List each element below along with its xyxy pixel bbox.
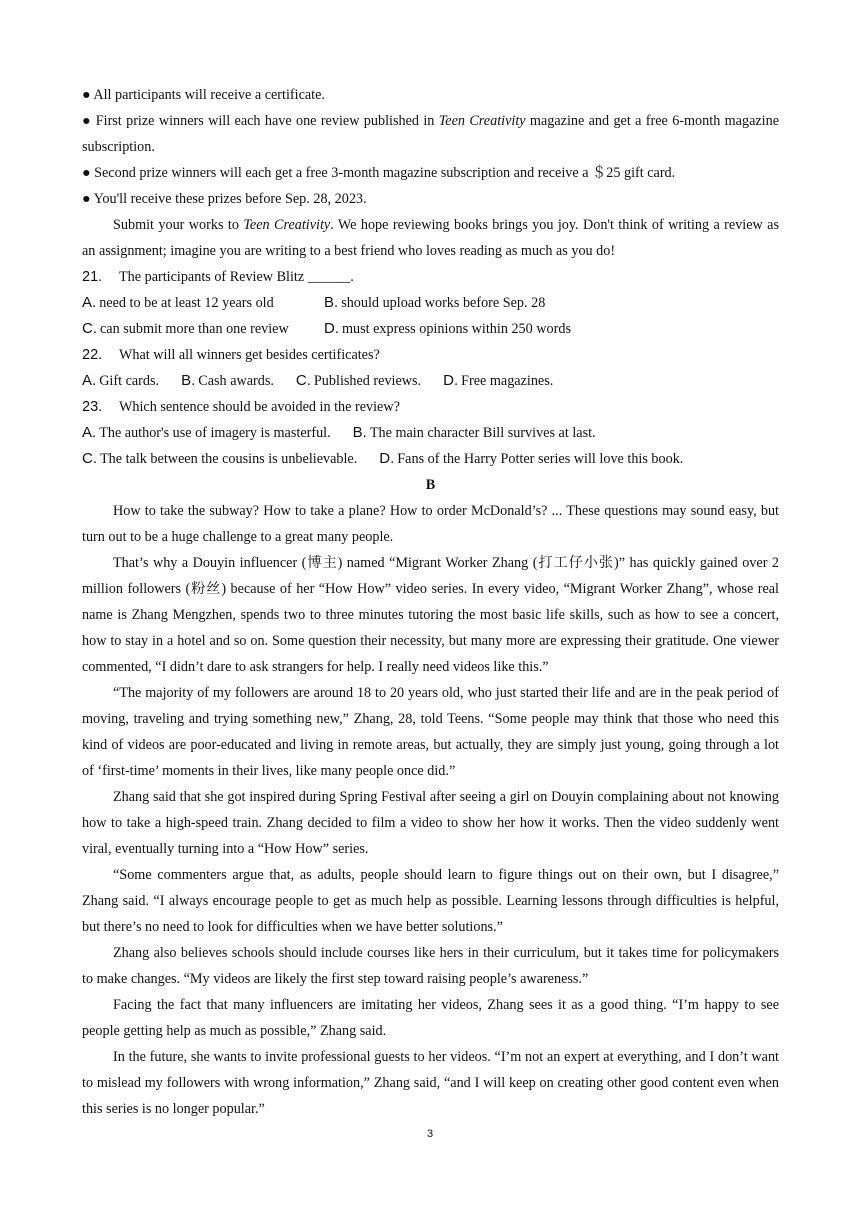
section-heading: B xyxy=(425,477,436,493)
option-b[interactable]: B. Cash awards. xyxy=(181,372,274,389)
document-page xyxy=(82,82,779,1122)
magazine-name: Teen Creativity xyxy=(438,113,526,129)
passage-paragraph: “Some commenters argue that, as adults, people should learn to figure things out on their own, but I disagree,” Zhang said. “I always encourage people to get as much help as possible. Learning lessons through difficulties is helpful, but there’s no need to look for difficulties when we have better solutions.” xyxy=(82,867,779,935)
passage-paragraph: Facing the fact that many influencers are imitating her videos, Zhang sees it as a good thing. “I’m happy to see people getting help as much as possible,” Zhang said. xyxy=(82,997,779,1039)
question-number: 22. xyxy=(82,347,103,363)
options-row xyxy=(82,420,779,446)
option-d[interactable]: D. Fans of the Harry Potter series will love this book. xyxy=(379,450,684,467)
option-b[interactable]: B. should upload works before Sep. 28 xyxy=(324,294,546,311)
question-number: 21. xyxy=(82,269,103,285)
options-row xyxy=(82,316,779,342)
option-c[interactable]: C. Published reviews. xyxy=(295,372,422,389)
question-number: 23. xyxy=(82,399,103,415)
magazine-name: Teen Creativity xyxy=(243,217,331,233)
option-d[interactable]: D. Free magazines. xyxy=(443,372,554,389)
question-stem: Which sentence should be avoided in the review? xyxy=(119,399,400,415)
bullet-first-prize: ● First prize winners will each have one review published in Teen Creativity magazine and get a free 6-month magazine subscription. xyxy=(82,113,779,155)
option-a[interactable]: A. The author's use of imagery is masterful. xyxy=(82,424,331,441)
passage-paragraph: Zhang said that she got inspired during Spring Festival after seeing a girl on Douyin complaining about not knowing how to take a high-speed train. Zhang decided to film a video to show her how it works. Then the video suddenly went viral, eventually turning into a “How How” series. xyxy=(82,789,779,857)
options-row xyxy=(82,368,779,394)
passage-paragraph: In the future, she wants to invite professional guests to her videos. “I’m not an expert at everything, and I don’t want to mislead my followers with wrong information,” Zhang said, “and I will keep on creating other good content even when this series is no longer popular.” xyxy=(82,1049,779,1117)
option-c[interactable]: C. The talk between the cousins is unbelievable. xyxy=(82,450,358,467)
question-22 xyxy=(82,342,779,368)
options-row xyxy=(82,446,779,472)
option-d[interactable]: D. must express opinions within 250 words xyxy=(324,320,571,337)
option-a[interactable]: A. need to be at least 12 years old xyxy=(82,294,274,311)
passage-paragraph: “The majority of my followers are around 18 to 20 years old, who just started their life and are in the peak period of moving, traveling and trying something new,” Zhang, 28, told Teens. “Some people may think that those who need this kind of videos are poor-educated and living in remote areas, but actually, they are simply just young, going through a lot of ‘first-time’ moments in their lives, like many people once did.” xyxy=(82,685,779,779)
passage-paragraph: That’s why a Douyin influencer (博主) named “Migrant Worker Zhang (打工仔小张)” has quickly gained over 2 million followers (粉丝) because of her “How How” video series. In every video, “Migrant Worker Zhang”, whose real name is Zhang Mengzhen, spends two to three minutes tutoring the most basic life skills, such as how to see a concert, how to stay in a hotel and so on. Some question their necessity, but many more are expressing their gratitude. One viewer commented, “I didn’t dare to ask strangers for help. I really need videos like this.” xyxy=(82,555,779,675)
question-stem: What will all winners get besides certificates? xyxy=(119,347,380,363)
bullet-prize-date: ● You'll receive these prizes before Sep. 28, 2023. xyxy=(82,191,367,207)
options-row xyxy=(82,290,779,316)
page-number: 3 xyxy=(426,1128,434,1140)
passage-paragraph: Zhang also believes schools should include courses like hers in their curriculum, but it takes time for policymakers to make changes. “My videos are likely the first step toward raising people’s awareness.” xyxy=(82,945,779,987)
option-c[interactable]: C. can submit more than one review xyxy=(82,320,289,337)
submit-paragraph: Submit your works to Teen Creativity. We hope reviewing books brings you joy. Don't think of writing a review as an assignment; imagine you are writing to a best friend who loves reading as much as you do! xyxy=(82,217,779,259)
bullet-second-prize: ● Second prize winners will each get a free 3-month magazine subscription and receive a ＄25 gift card. xyxy=(82,165,676,181)
question-21 xyxy=(82,264,779,290)
question-23 xyxy=(82,394,779,420)
option-b[interactable]: B. The main character Bill survives at last. xyxy=(352,424,596,441)
bullet-certificate: ● All participants will receive a certificate. xyxy=(82,87,325,103)
option-a[interactable]: A. Gift cards. xyxy=(82,372,160,389)
question-stem: The participants of Review Blitz ______. xyxy=(119,269,354,285)
passage-paragraph: How to take the subway? How to take a plane? How to order McDonald’s? ... These questions may sound easy, but turn out to be a huge challenge to a great many people. xyxy=(82,503,779,545)
